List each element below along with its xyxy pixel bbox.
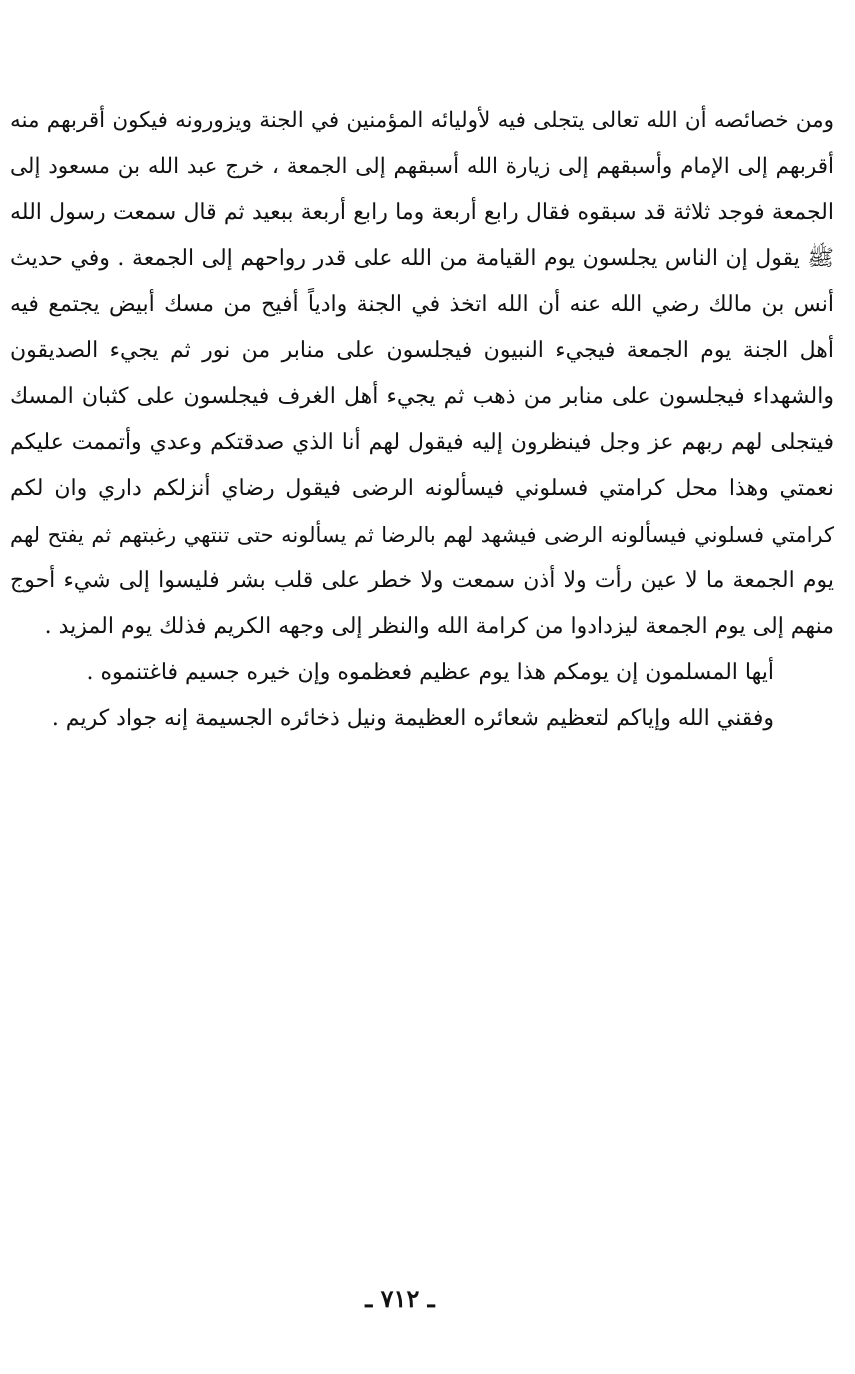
text-line: منهم إلى يوم الجمعة ليزدادوا من كرامة الله والنظر إلى وجهه الكريم فذلك يوم المزيد . <box>44 614 834 639</box>
text-line: ﷺ يقول إن الناس يجلسون يوم القيامة من الله على قدر رواحهم إلى الجمعة . وفي حديث <box>10 246 834 271</box>
text-line: أقربهم إلى الإمام وأسبقهم إلى زيارة الله أسبقهم إلى الجمعة ، خرج عبد الله بن مسعود إلى <box>10 154 834 179</box>
text-line: كرامتي فسلوني فيسألونه الرضى فيشهد لهم بالرضا ثم يسألونه حتى تنتهي رغبتهم ثم يفتح لهم <box>10 523 834 547</box>
text-line: أنس بن مالك رضي الله عنه أن الله اتخذ في الجنة وادياً أفيح من مسك أبيض يجتمع فيه <box>10 292 834 317</box>
page-number: ـ ٧١٢ ـ <box>365 1284 435 1313</box>
text-line: نعمتي وهذا محل كرامتي فسلوني فيسألونه الرضى فيقول رضاي أنزلكم داري وان لكم <box>10 476 834 501</box>
text-line: ومن خصائصه أن الله تعالى يتجلى فيه لأوليائه المؤمنين في الجنة ويزورونه فيكون أقربهم منه <box>10 108 834 133</box>
text-line: يوم الجمعة ما لا عين رأت ولا أذن سمعت ولا خطر على قلب بشر فليسوا إلى شيء أحوج <box>10 568 834 593</box>
text-line: الجمعة فوجد ثلاثة قد سبقوه فقال رابع أربعة وما رابع أربعة ببعيد ثم قال سمعت رسول الله <box>10 200 834 225</box>
text-line: أهل الجنة يوم الجمعة فيجيء النبيون فيجلسون على منابر من نور ثم يجيء الصديقون <box>10 338 834 363</box>
paragraph-closing-prayer: وفقني الله وإياكم لتعظيم شعائره العظيمة ونيل ذخائره الجسيمة إنه جواد كريم . <box>51 706 774 731</box>
paragraph-exhortation: أيها المسلمون إن يومكم هذا يوم عظيم فعظموه وإن خيره جسيم فاغتنموه . <box>86 660 774 685</box>
text-line: فيتجلى لهم ربهم عز وجل فينظرون إليه فيقول لهم أنا الذي صدقتكم وعدي وأتممت عليكم <box>10 430 834 455</box>
text-line: والشهداء فيجلسون على منابر من ذهب ثم يجيء أهل الغرف فيجلسون على كثبان المسك <box>10 384 834 409</box>
page-text <box>10 98 834 742</box>
